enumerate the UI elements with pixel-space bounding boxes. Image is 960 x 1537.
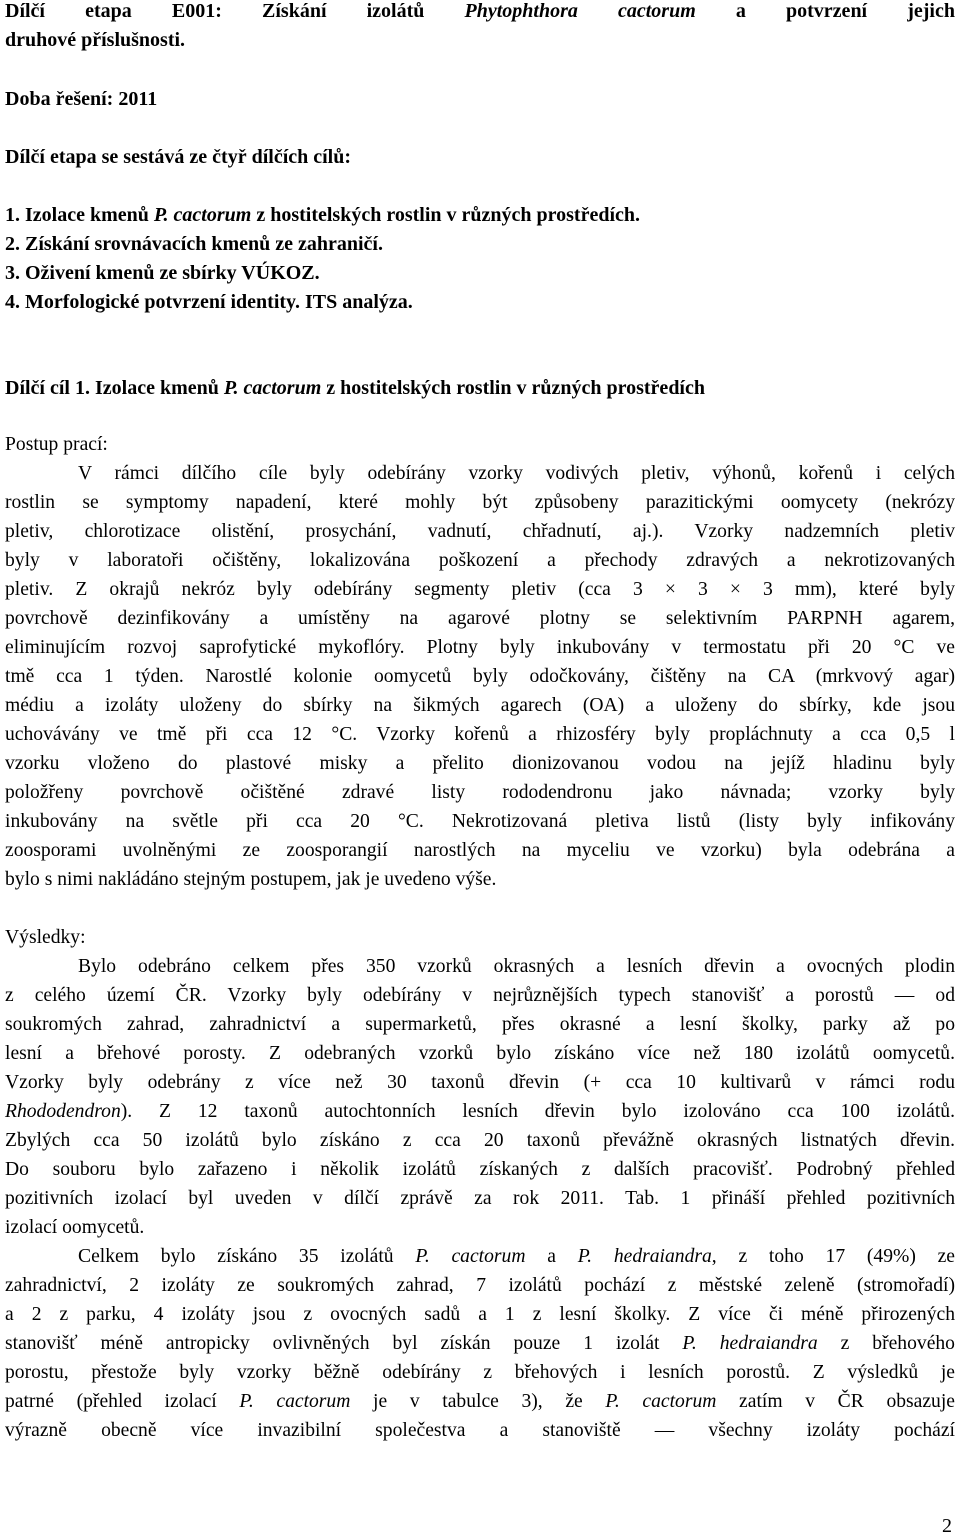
goal-item: 4. Morfologické potvrzení identity. ITS analýza. — [5, 291, 413, 313]
page-number: 2 — [942, 1515, 952, 1537]
paragraph-line: rostlin se symptomy napadení, které mohly být způsobeny parazitickými oomycety (nekrózy — [5, 492, 955, 513]
paragraph-line: stanovišť méně antropicky ovlivněných byl získán pouze 1 izolát P. hedraiandra z břehového — [5, 1333, 955, 1354]
paragraph-line: tmě cca 1 týden. Narostlé kolonie oomycetů byly odočkovány, čištěny na CA (mrkvový agar) — [5, 666, 955, 687]
paragraph-line: Zbylých cca 50 izolátů bylo získáno z cca 20 taxonů převážně okrasných listnatých dřevin. — [5, 1130, 955, 1151]
paragraph-line: soukromých zahrad, zahradnictví a supermarketů, přes okrasné a lesní školky, parky až po — [5, 1014, 955, 1035]
duration: Doba řešení: 2011 — [5, 88, 158, 110]
paragraph-line: položřeny povrchově očištěné zdravé listy rododendronu jako návnada; vzorky byly — [5, 782, 955, 803]
methods-label: Postup prací: — [5, 434, 108, 455]
paragraph-line: byly v laboratoři očištěny, lokalizována poškození a přechody zdravých a nekrotizovaných — [5, 550, 955, 571]
goals-intro: Dílčí etapa se sestává ze čtyř dílčích cílů: — [5, 146, 352, 168]
paragraph-line: patrné (přehled izolací P. cactorum je v tabulce 3), že P. cactorum zatím v ČR obsazuje — [5, 1391, 955, 1412]
paragraph-line: pozitivních izolací byl uveden v dílčí zprávě za rok 2011. Tab. 1 přináší přehled pozitivních — [5, 1188, 955, 1209]
paragraph-line: V rámci dílčího cíle byly odebírány vzorky vodivých pletiv, výhonů, kořenů i celých — [78, 463, 955, 484]
paragraph-line: médiu a izoláty uloženy do sbírky na šikmých agarech (OA) a uloženy do sbírky, kde jsou — [5, 695, 955, 716]
goal-item: 2. Získání srovnávacích kmenů ze zahraničí. — [5, 233, 383, 255]
results-label: Výsledky: — [5, 927, 86, 948]
paragraph-line: a 2 z parku, 4 izoláty jsou z ovocných sadů a 1 z lesní školky. Z více či méně přirozených — [5, 1304, 955, 1325]
paragraph-line: pletiv, chlorotizace olistění, prosychání, vadnutí, chřadnutí, aj.). Vzorky nadzemních pletiv — [5, 521, 955, 542]
paragraph-line: Rhododendron). Z 12 taxonů autochtonních lesních dřevin bylo izolováno cca 100 izolátů. — [5, 1101, 955, 1122]
paragraph-line: Vzorky byly odebrány z více než 30 taxonů dřevin (+ cca 10 kultivarů v rámci rodu — [5, 1072, 955, 1093]
paragraph-line: výrazně obecně více invazibilní společestva a stanoviště — všechny izoláty pochází — [5, 1420, 955, 1441]
paragraph-line: z celého území ČR. Vzorky byly odebírány v nejrůznějších typech stanovišť a porostů — od — [5, 985, 955, 1006]
goal-item: 1. Izolace kmenů P. cactorum z hostitelských rostlin v různých prostředích. — [5, 204, 641, 226]
paragraph-line: lesní a břehové porosty. Z odebraných vzorků bylo získáno více než 180 izolátů oomycetů. — [5, 1043, 955, 1064]
paragraph-line: inkubovány na světle při cca 20 °C. Nekrotizovaná pletiva listů (listy byly infikovány — [5, 811, 955, 832]
heading-line-2: druhové příslušnosti. — [5, 29, 186, 51]
paragraph-line: povrchově dezinfikovány a umístěny na agarové plotny se selektivním PARPNH agarem, — [5, 608, 955, 629]
paragraph-line: porostu, přestože byly vzorky běžně odebírány z břehových i lesních porostů. Z výsledků je — [5, 1362, 955, 1383]
paragraph-line: uchovávány ve tmě při cca 12 °C. Vzorky kořenů a rhizosféry byly propláchnuty a cca 0,5 l — [5, 724, 955, 745]
paragraph-line: Celkem bylo získáno 35 izolátů P. cactorum a P. hedraiandra, z toho 17 (49%) ze — [78, 1246, 955, 1267]
goal-item: 3. Oživení kmenů ze sbírky VÚKOZ. — [5, 262, 320, 284]
paragraph-line: eliminujícím rozvoj saprofytické mykoflóry. Plotny byly inkubovány v termostatu při 20 °C ve — [5, 637, 955, 658]
paragraph-line: vzorku vloženo do plastové misky a přelito dionizovanou vodou na jejíž hladinu byly — [5, 753, 955, 774]
paragraph-line: zoosporami uvolněnými ze zoosporangií narostlých na myceliu ve vzorku) byla odebrána a — [5, 840, 955, 861]
paragraph-line: bylo s nimi nakládáno stejným postupem, jak je uvedeno výše. — [5, 869, 497, 890]
subgoal-title: Dílčí cíl 1. Izolace kmenů P. cactorum z hostitelských rostlin v různých prostředích — [5, 377, 705, 399]
paragraph-line: izolací oomycetů. — [5, 1217, 145, 1238]
heading-line-1: Dílčí etapa E001: Získání izolátů Phytophthora cactorum a potvrzení jejich — [5, 0, 955, 22]
paragraph-line: zahradnictví, 2 izoláty ze soukromých zahrad, 7 izolátů pochází z městské zeleně (stromořadí) — [5, 1275, 955, 1296]
paragraph-line: pletiv. Z okrajů nekróz byly odebírány segmenty pletiv (cca 3 × 3 × 3 mm), které byly — [5, 579, 955, 600]
paragraph-line: Bylo odebráno celkem přes 350 vzorků okrasných a lesních dřevin a ovocných plodin — [78, 956, 955, 977]
paragraph-line: Do souboru bylo zařazeno i několik izolátů získaných z dalších pracovišť. Podrobný přehled — [5, 1159, 955, 1180]
